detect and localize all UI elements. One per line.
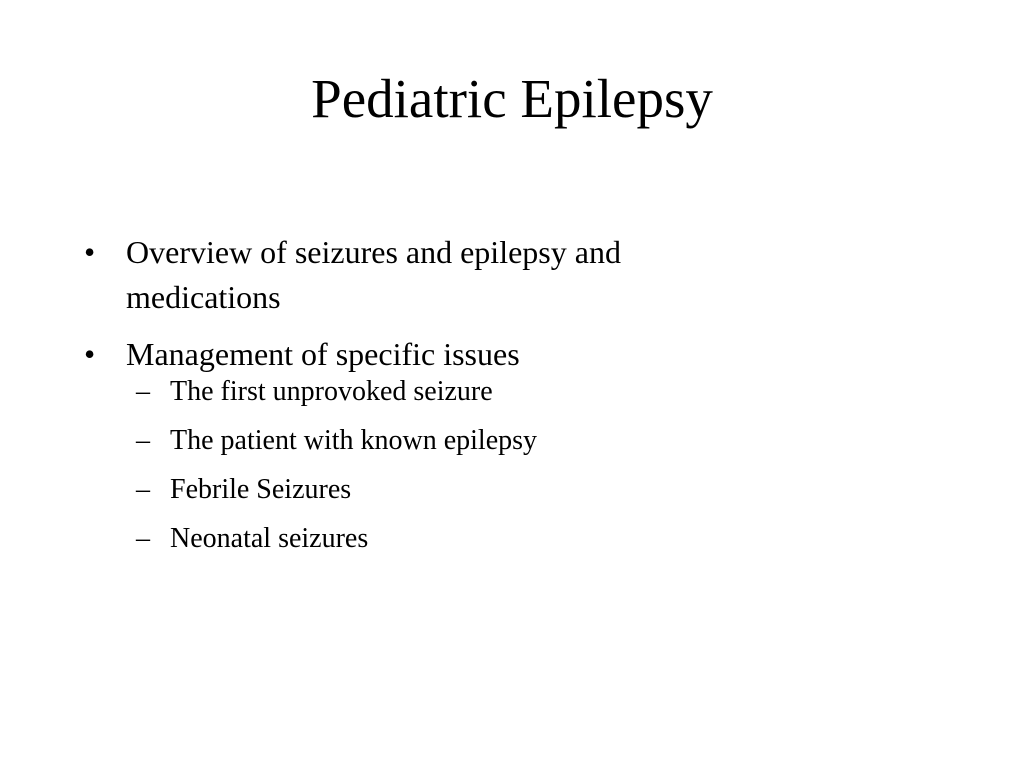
sub-bullet-text: Febrile Seizures xyxy=(170,474,352,505)
slide-title: Pediatric Epilepsy xyxy=(311,68,713,129)
dash-marker: – xyxy=(136,425,150,456)
bullet-list xyxy=(82,230,782,570)
dash-marker: – xyxy=(136,376,150,407)
sub-bullet-febrile-seizures xyxy=(126,471,782,509)
bullet-text: Overview of seizures and epilepsy and medications xyxy=(126,234,621,315)
bullet-item-management xyxy=(82,332,782,558)
sub-bullet-list xyxy=(126,373,782,558)
sub-bullet-neonatal-seizures xyxy=(126,520,782,558)
dash-marker: – xyxy=(136,523,150,554)
bullet-item-overview xyxy=(82,230,782,320)
sub-bullet-known-epilepsy xyxy=(126,422,782,460)
sub-bullet-text: Neonatal seizures xyxy=(170,523,369,554)
sub-bullet-text: The patient with known epilepsy xyxy=(170,425,538,456)
dash-marker: – xyxy=(136,474,150,505)
bullet-text: Management of specific issues xyxy=(126,336,520,372)
bullet-marker: • xyxy=(84,234,96,270)
bullet-marker: • xyxy=(84,336,96,372)
sub-bullet-first-unprovoked-seizure xyxy=(126,373,782,411)
sub-bullet-text: The first unprovoked seizure xyxy=(170,376,493,407)
